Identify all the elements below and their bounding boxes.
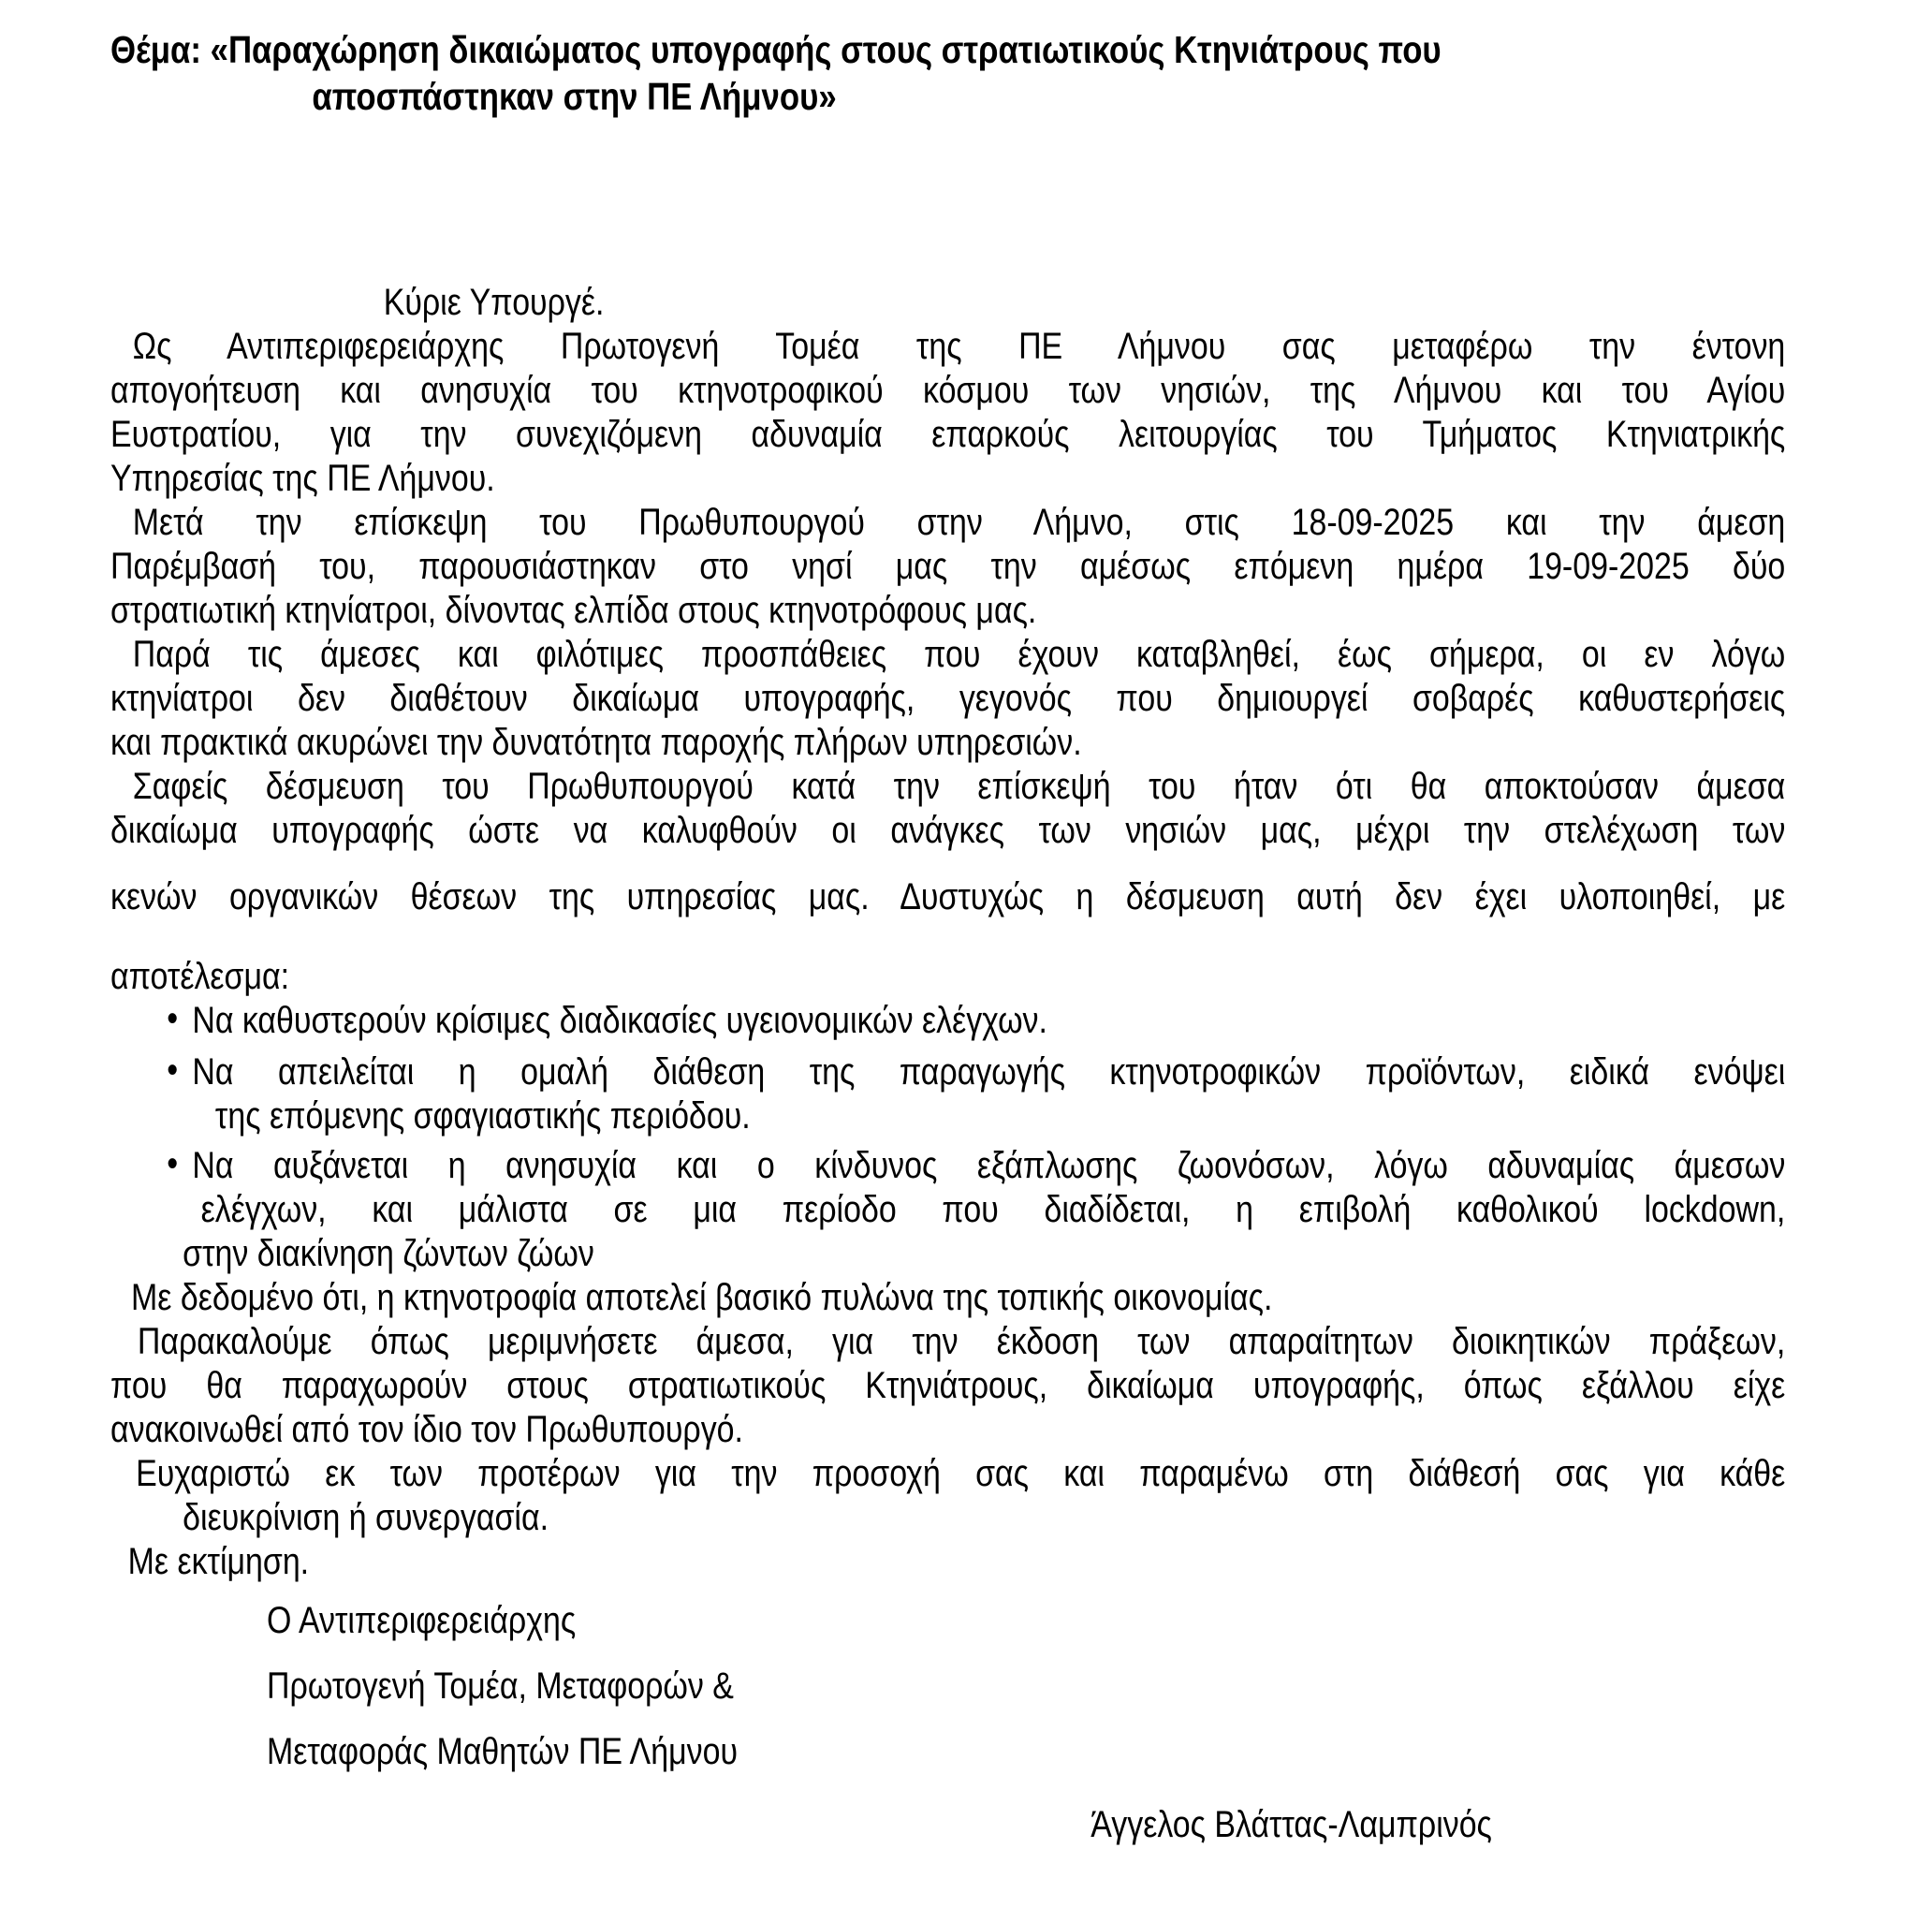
paragraph-line: και πρακτικά ακυρώνει την δυνατότητα παροχής πλήρων υπηρεσιών. [110,722,1082,763]
paragraph-line: δικαίωμα υπογραφής ώστε να καλυφθούν οι ανάγκες των νησιών μας, μέχρι την στελέχωση των [110,810,1786,851]
paragraph-line: Με εκτίμηση. [127,1541,310,1582]
paragraph-line: Παρακαλούμε όπως μεριμνήσετε άμεσα, για την έκδοση των απαραίτητων διοικητικών πράξεων, [137,1321,1786,1362]
bullet-line: Να καθυστερούν κρίσιμες διαδικασίες υγειονομικών ελέγχων. [192,1000,1047,1041]
bullet-icon: • [167,998,179,1039]
paragraph-2 [110,501,1785,633]
paragraph-line: που θα παραχωρούν στους στρατιωτικούς Κτηνιάτρους, δικαίωμα υπογραφής, όπως εξάλλου είχε [110,1365,1786,1406]
bullet-line: ελέγχων, και μάλιστα σε μια περίοδο που διαδίδεται, η επιβολή καθολικού lockdown, [200,1189,1786,1230]
bullet-icon: • [167,1049,179,1091]
salutation: Κύριε Υπουργέ. [383,282,605,323]
closing-regards [110,1540,1785,1584]
subject-line-2: αποσπάστηκαν στην ΠΕ Λήμνου» [312,75,837,118]
paragraph-5 [110,875,1785,919]
paragraph-line: κενών οργανικών θέσεων της υπηρεσίας μας. Δυστυχώς η δέσμευση αυτή δεν έχει υλοποιηθεί, με [110,876,1786,917]
bullet-line: στην διακίνηση ζώντων ζώων [183,1233,594,1274]
signature-role-line: Ο Αντιπεριφερειάρχης [267,1600,577,1641]
paragraph-line: Παρά τις άμεσες και φιλότιμες προσπάθειες που έχουν καταβληθεί, έως σήμερα, οι εν λόγω [132,634,1786,675]
letter-content [110,0,1785,1847]
subject [110,26,1785,120]
paragraph-line: Παρέμβασή του, παρουσιάστηκαν στο νησί μας την αμέσως επόμενη ημέρα 19-09-2025 δύο [110,546,1786,587]
paragraph-line: Μετά την επίσκεψη του Πρωθυπουργού στην Λήμνο, στις 18-09-2025 και την άμεση [132,502,1786,543]
paragraph-9 [110,1452,1785,1540]
bullet-item-2 [110,1050,1785,1138]
paragraph-line: στρατιωτική κτηνίατροι, δίνοντας ελπίδα στους κτηνοτρόφους μας. [110,590,1037,631]
bullet-line: Να απειλείται η ομαλή διάθεση της παραγωγής κτηνοτροφικών προϊόντων, ειδικά ενόψει [192,1051,1786,1093]
paragraph-7 [110,1276,1785,1320]
paragraph-line: απογοήτευση και ανησυχία του κτηνοτροφικού κόσμου των νησιών, της Λήμνου και του Αγίου [110,370,1786,411]
paragraph-line: Υπηρεσίας της ΠΕ Λήμνου. [110,458,495,499]
paragraph-line: κτηνίατροι δεν διαθέτουν δικαίωμα υπογραφής, γεγονός που δημιουργεί σοβαρές καθυστερήσεις [110,678,1786,719]
bullet-line: Να αυξάνεται η ανησυχία και ο κίνδυνος εξάπλωσης ζωονόσων, λόγω αδυναμίας άμεσων [192,1145,1786,1186]
paragraph-line: διευκρίνιση ή συνεργασία. [183,1497,549,1538]
signature-role-line: Πρωτογενή Τομέα, Μεταφορών & [267,1665,734,1707]
paragraph-line: αποτέλεσμα: [110,956,290,997]
paragraph-1 [110,325,1785,501]
paragraph-6 [110,955,1785,999]
signature-role-line: Μεταφοράς Μαθητών ΠΕ Λήμνου [267,1731,738,1772]
subject-line-1: Θέμα: «Παραχώρηση δικαιώματος υπογραφής στους στρατιωτικούς Κτηνιάτρους που [110,28,1442,71]
paragraph-line: Ευστρατίου, για την συνεχιζόμενη αδυναμία επαρκούς λειτουργίας του Τμήματος Κτηνιατρικής [110,414,1786,455]
signature-block [110,1599,1785,1847]
paragraph-3 [110,633,1785,765]
paragraph-8 [110,1320,1785,1452]
paragraph-line: Ευχαριστώ εκ των προτέρων για την προσοχή σας και παραμένω στη διάθεσή σας για κάθε [136,1453,1786,1494]
paragraph-line: Ως Αντιπεριφερειάρχης Πρωτογενή Τομέα της ΠΕ Λήμνου σας μεταφέρω την έντονη [132,326,1786,367]
paragraph-line: Σαφείς δέσμευση του Πρωθυπουργού κατά την επίσκεψή του ήταν ότι θα αποκτούσαν άμεσα [132,766,1786,807]
bullet-line: της επόμενης σφαγιαστικής περιόδου. [214,1095,751,1137]
bullet-icon: • [167,1143,179,1184]
signatory-name: Άγγελος Βλάττας-Λαμπρινός [1090,1804,1492,1845]
paragraph-line: Με δεδομένο ότι, η κτηνοτροφία αποτελεί βασικό πυλώνα της τοπικής οικονομίας. [131,1277,1273,1318]
paragraph-line: ανακοινωθεί από τον ίδιο τον Πρωθυπουργό. [110,1409,743,1450]
paragraph-4 [110,765,1785,853]
bullet-item-3 [110,1144,1785,1276]
bullet-item-1 [110,999,1785,1043]
